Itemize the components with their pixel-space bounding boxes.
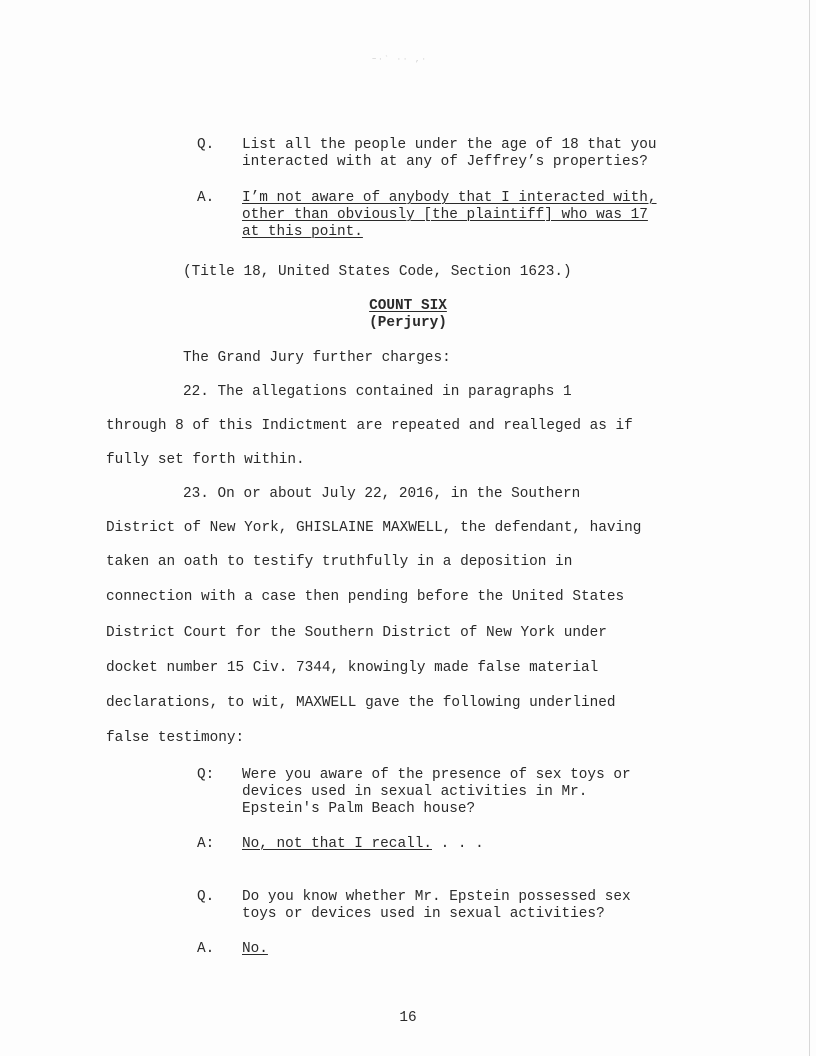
count-subtitle: (Perjury) xyxy=(369,315,447,331)
qa-line: List all the people under the age of 18 that you xyxy=(242,137,657,153)
para22-line: 22. The allegations contained in paragraphs 1 xyxy=(183,384,572,400)
qa-label: Q. xyxy=(197,889,215,905)
para23-line: connection with a case then pending before the United States xyxy=(106,589,625,605)
para23-line: 23. On or about July 22, 2016, in the Southern xyxy=(183,486,581,502)
qa-line: interacted with at any of Jeffrey’s properties? xyxy=(242,154,648,170)
page-edge xyxy=(809,0,810,1056)
qa-text xyxy=(242,889,631,923)
para22-line: fully set forth within. xyxy=(106,452,305,468)
qa-line: Were you aware of the presence of sex toys or xyxy=(242,767,631,783)
qa-line: Epstein's Palm Beach house? xyxy=(242,801,476,817)
para23-line: taken an oath to testify truthfully in a deposition in xyxy=(106,554,573,570)
grand-jury-intro: The Grand Jury further charges: xyxy=(183,350,451,366)
para23-line: District Court for the Southern District of New York under xyxy=(106,625,607,641)
qa-line: toys or devices used in sexual activities? xyxy=(242,906,605,922)
qa-answer-ellipsis: . . . xyxy=(432,836,484,852)
count-title: COUNT SIX xyxy=(369,298,447,314)
para23-line: docket number 15 Civ. 7344, knowingly made false material xyxy=(106,660,599,676)
qa-line: Do you know whether Mr. Epstein possessed sex xyxy=(242,889,631,905)
qa-line-underlined: at this point. xyxy=(242,224,363,240)
qa-text xyxy=(242,767,631,818)
qa-label: A. xyxy=(197,190,215,206)
qa-line: devices used in sexual activities in Mr. xyxy=(242,784,588,800)
qa-label: A. xyxy=(197,941,215,957)
qa-text xyxy=(242,836,484,853)
page-number: 16 xyxy=(399,1010,417,1026)
para23-line: declarations, to wit, MAXWELL gave the following underlined xyxy=(106,695,616,711)
para22-line: through 8 of this Indictment are repeated and realleged as if xyxy=(106,418,633,434)
qa-label: A: xyxy=(197,836,215,852)
para23-line: District of New York, GHISLAINE MAXWELL, the defendant, having xyxy=(106,520,642,536)
qa-line-underlined: I’m not aware of anybody that I interacted with, xyxy=(242,190,657,206)
qa-text xyxy=(242,941,268,958)
qa-label: Q: xyxy=(197,767,215,783)
qa-label: Q. xyxy=(197,137,215,153)
qa-text xyxy=(242,137,657,171)
qa-text xyxy=(242,190,657,241)
para23-line: false testimony: xyxy=(106,730,245,746)
qa-answer-underlined: No. xyxy=(242,941,268,957)
scan-artifact: ~·` ·· ,· xyxy=(372,56,428,64)
qa-line-underlined: other than obviously [the plaintiff] who was 17 xyxy=(242,207,648,223)
statute-citation: (Title 18, United States Code, Section 1623.) xyxy=(183,264,572,280)
qa-answer-underlined: No, not that I recall. xyxy=(242,836,432,852)
